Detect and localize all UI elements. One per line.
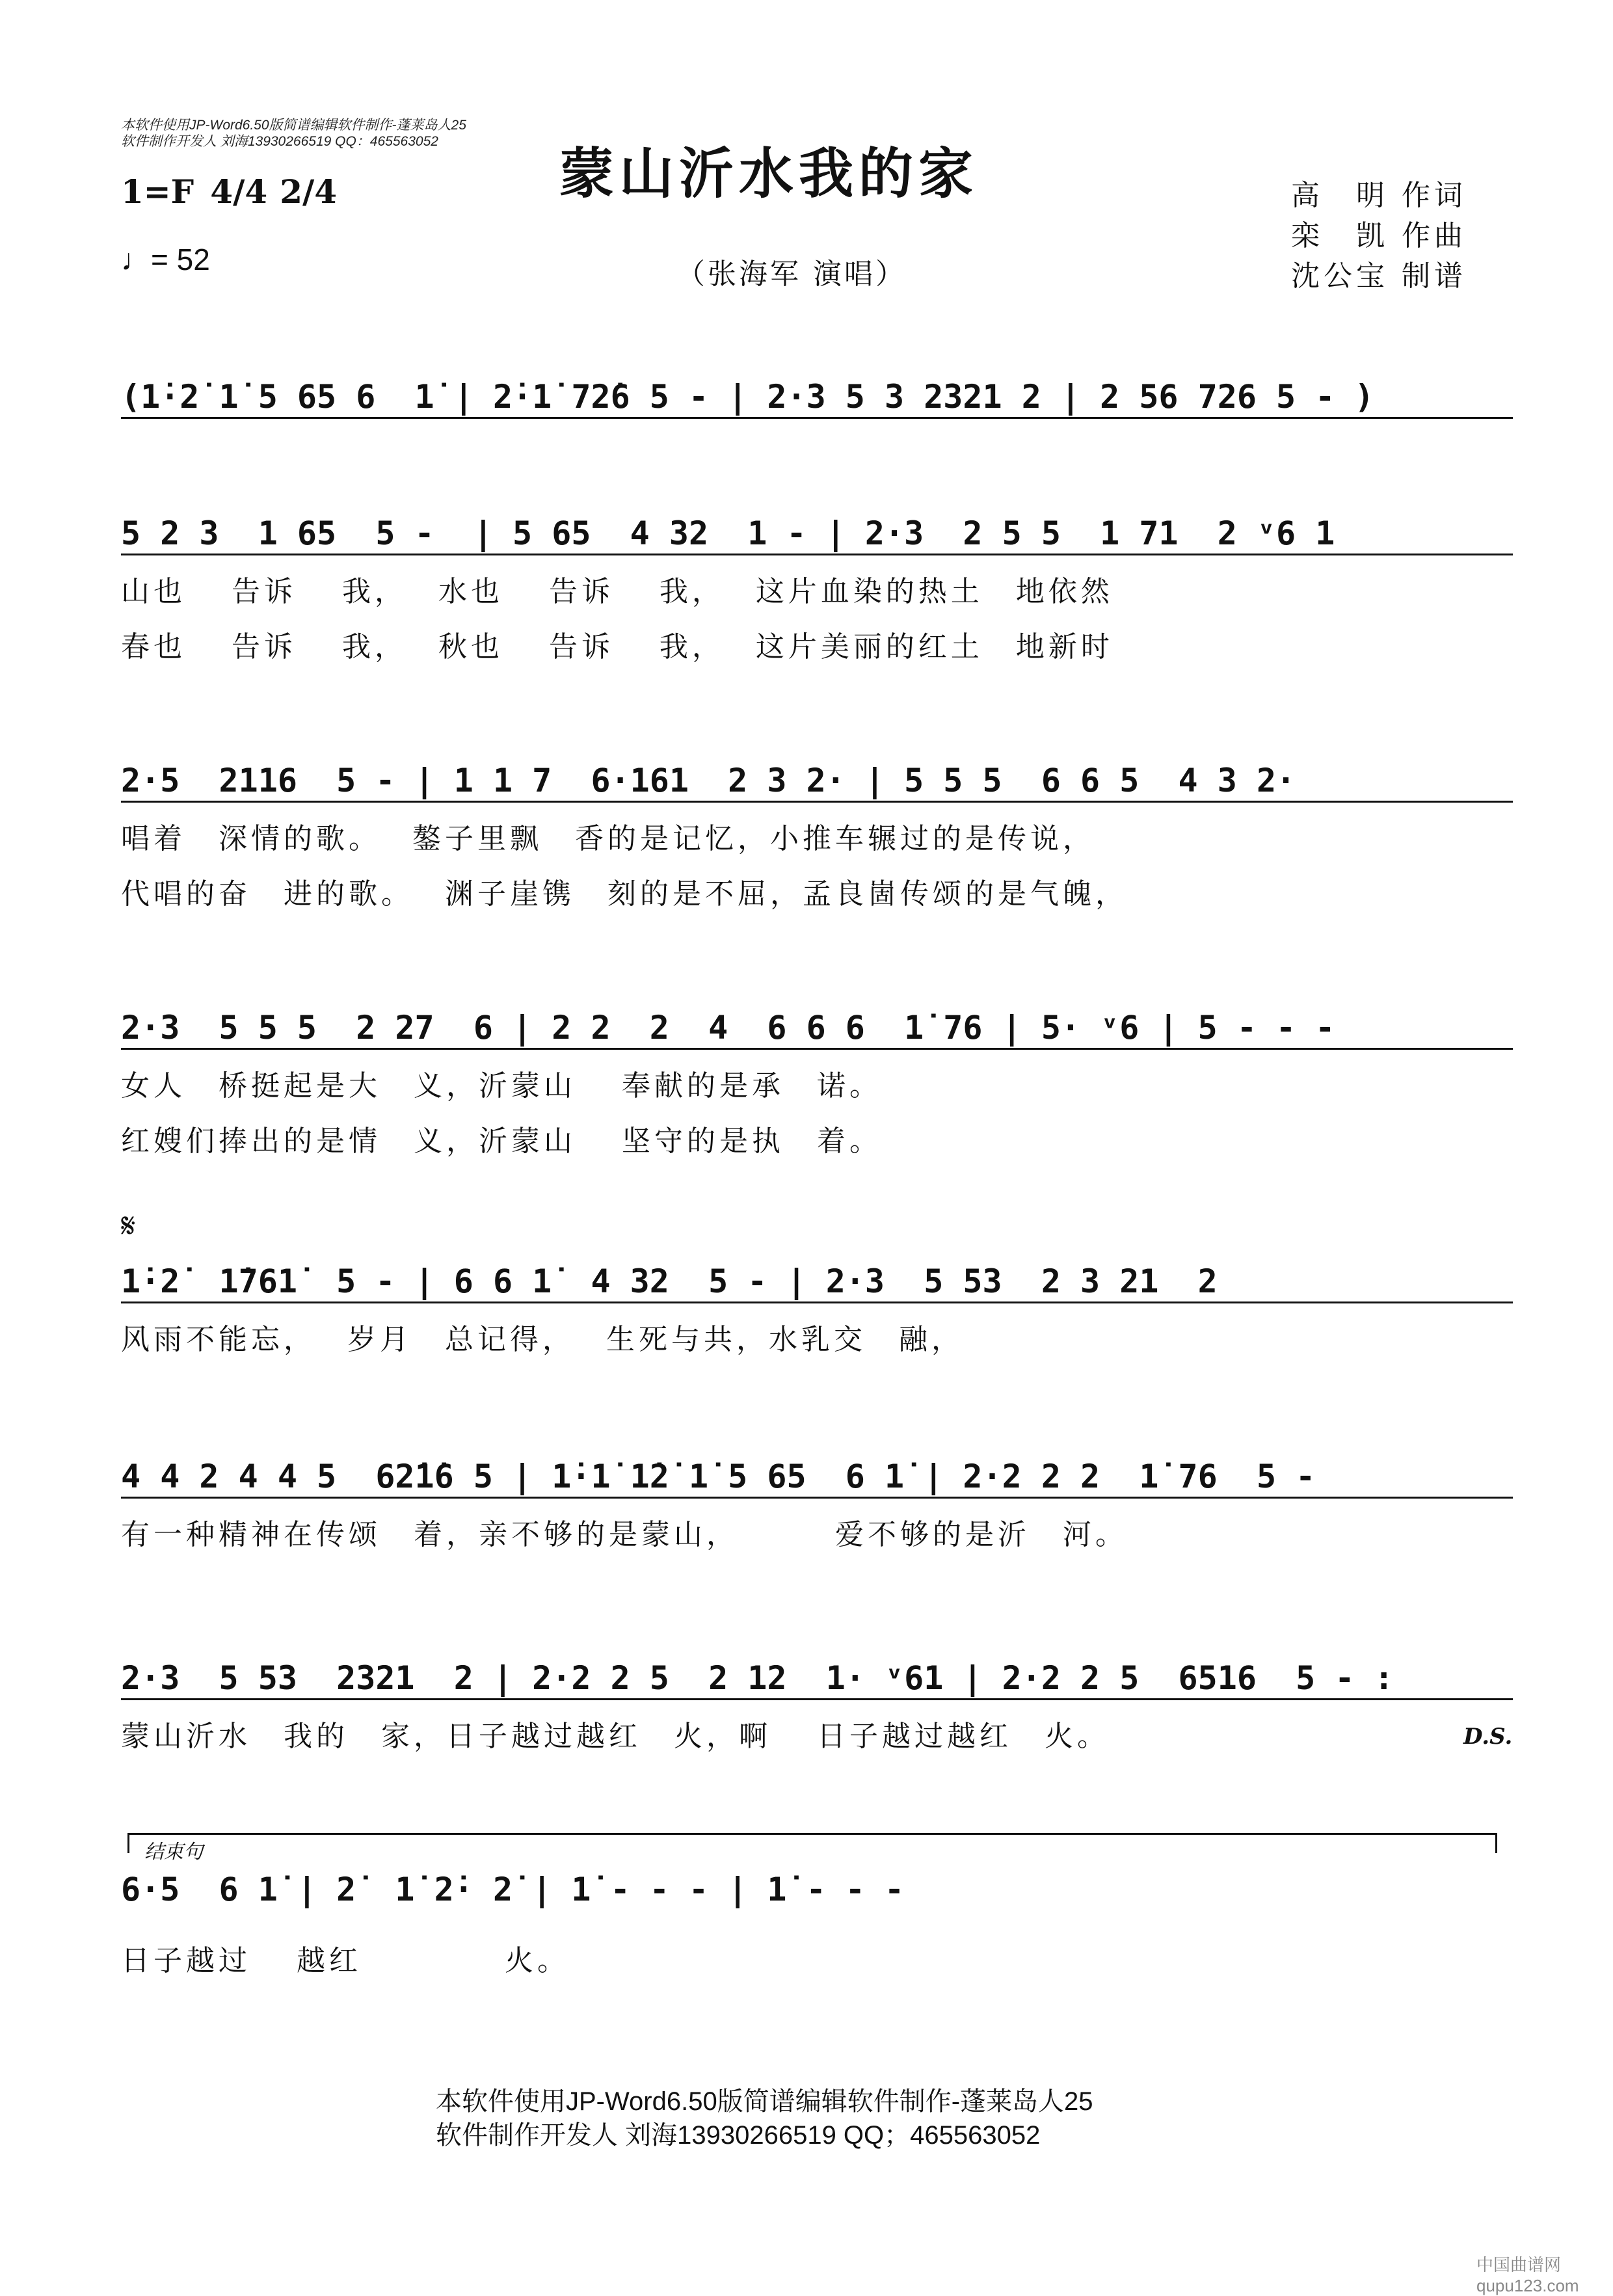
segno-sign: 𝄋 xyxy=(121,1207,136,1246)
score-system-8 xyxy=(121,1867,1513,1997)
notation-line: 2·5 2116 5 - | 1 1 7 6·161 2 3 2· | 5 5 5 6 6 5 4 3 2· xyxy=(121,762,1296,799)
score-system-3 xyxy=(121,758,1513,927)
arranger: 沈公宝 制谱 xyxy=(1291,260,1467,293)
credits xyxy=(1291,176,1467,297)
beam-underline xyxy=(121,801,1513,803)
lyricist: 高 明 作词 xyxy=(1291,179,1467,212)
software-note-2: 软件制作开发人 刘海13930266519 QQ：465563052 xyxy=(121,134,438,149)
composer: 栾 凯 作曲 xyxy=(1291,219,1467,252)
lyric-verse-1: 山也 告诉 我， 水也 告诉 我， 这片血染的热土 地依然 xyxy=(121,575,1113,608)
footer-line-1: 本软件使用JP-Word6.50版简谱编辑软件制作-蓬莱岛人25 xyxy=(436,2087,1093,2116)
beam-underline xyxy=(121,1302,1513,1303)
notation-line: (1̇·2̇ 1̇ 5 65 6 1̇ | 2̇·1̇ 72̇6 5 - | 2·3 5 3 2321 2 | 2 56 726 5 - ) xyxy=(121,378,1374,416)
notation-line: 2·3 5 53 2321 2 | 2·2 2 5 2 12 1· ᵛ61 | 2·2 2 5 6516 5 - : xyxy=(121,1659,1394,1697)
dal-segno-mark: D.S. xyxy=(1463,1724,1513,1750)
notation-line: 4 4 2 4 4 5 62̇1̇6 5 | 1̇·1̇ 1̇2̇ 1̇ 5 65 6 1̇ | 2·2 2 2 1̇ 76 5 - xyxy=(121,1458,1316,1495)
time-signature-2: 2/4 xyxy=(280,172,338,211)
lyric-line: 有一种精神在传颂 着，亲不够的是蒙山， 爱不够的是沂 河。 xyxy=(121,1518,1128,1551)
score-system-1 xyxy=(121,374,1513,433)
notation-line: 2·3 5 5 5 2 27 6 | 2 2 2 4 6 6 6 1̇ 76 | 5· ᵛ6 | 5 - - - xyxy=(121,1009,1335,1047)
time-signature-1: 4/4 xyxy=(210,172,268,211)
notation-line: 6·5 6 1̇ | 2̇ 1̇ 2̇· 2̇ | 1̇ - - - | 1̇ - - - xyxy=(121,1871,905,1908)
subtitle: （张海军 演唱） xyxy=(676,258,907,291)
lyric-verse-1: 女人 桥挺起是大 义，沂蒙山 奉献的是承 诺。 xyxy=(121,1069,882,1102)
beam-underline xyxy=(121,1048,1513,1050)
page-title: 蒙山沂水我的家 xyxy=(559,141,979,206)
lyric-verse-2: 春也 告诉 我， 秋也 告诉 我， 这片美丽的红土 地新时 xyxy=(121,630,1113,663)
coda-bracket xyxy=(127,1833,1497,1853)
lyric-verse-2: 代唱的奋 进的歌。 渊子崖镌 刻的是不屈，孟良崮传颂的是气魄， xyxy=(121,877,1128,911)
beam-underline xyxy=(121,1698,1513,1700)
lyric-verse-1: 唱着 深情的歌。 鏊子里飘 香的是记忆，小推车辗过的是传说， xyxy=(121,822,1095,855)
notation-line: 5 2 3 1 65 5 - | 5 65 4 32 1 - | 2·3 2 5 5 1 71 2 ᵛ6 1 xyxy=(121,514,1335,552)
beam-underline xyxy=(121,417,1513,419)
score-system-4 xyxy=(121,1005,1513,1174)
coda-label: 结束句 xyxy=(144,1841,203,1863)
beam-underline xyxy=(121,554,1513,555)
watermark: 中国曲谱网 qupu123.com xyxy=(1476,2255,1579,2295)
tempo-mark: ♩= 52 xyxy=(121,243,210,276)
score-system-2 xyxy=(121,511,1513,680)
lyric-line: 蒙山沂水 我的 家，日子越过越红 火，啊 日子越过越红 火。 xyxy=(121,1720,1110,1753)
software-note-1: 本软件使用JP-Word6.50版简谱编辑软件制作-蓬莱岛人25 xyxy=(121,118,466,133)
footer xyxy=(436,2085,1093,2152)
footer-line-2: 软件制作开发人 刘海13930266519 QQ；465563052 xyxy=(436,2121,1041,2150)
score-system-7 xyxy=(121,1655,1513,1772)
lyric-verse-2: 红嫂们捧出的是情 义，沂蒙山 坚守的是执 着。 xyxy=(121,1125,882,1158)
key-signature: 1=F xyxy=(121,172,194,211)
lyric-line: 日子越过 越红 火。 xyxy=(121,1944,570,1977)
beam-underline xyxy=(121,1497,1513,1499)
lyric-line: 风雨不能忘， 岁月 总记得， 生死与共，水乳交 融， xyxy=(121,1323,964,1356)
key-signature-block xyxy=(121,172,337,211)
notation-line: 1̇·2̇ 1̇761̇ 5 - | 6 6 1̇ 4 32 5 - | 2·3 5 53 2 3 21 2 xyxy=(121,1262,1218,1300)
score-system-5 xyxy=(121,1259,1513,1376)
score-system-6 xyxy=(121,1454,1513,1571)
